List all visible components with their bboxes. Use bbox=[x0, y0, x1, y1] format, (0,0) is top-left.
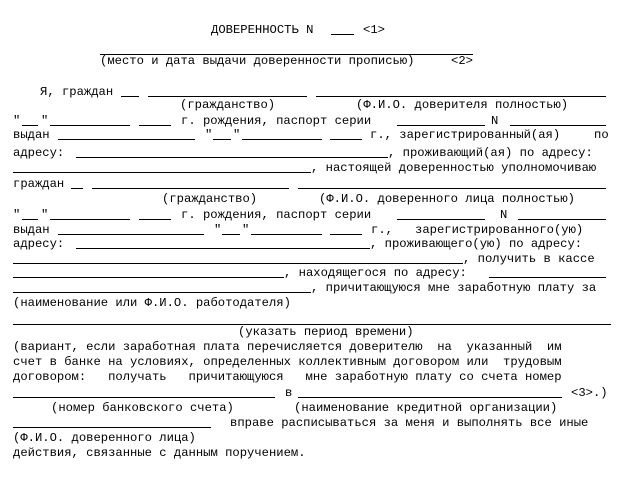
attorney-fio-field[interactable] bbox=[298, 188, 606, 189]
footnote-ref: <2> bbox=[451, 54, 473, 68]
issue-year-field[interactable] bbox=[330, 139, 362, 140]
grantor-birth-line bbox=[0, 114, 620, 128]
issue-month-field[interactable] bbox=[242, 139, 322, 140]
attorney-intro: граждан bbox=[13, 177, 65, 191]
citizenship-caption: (гражданство) bbox=[180, 98, 276, 112]
located-line bbox=[0, 266, 620, 280]
attorney-citizenship-field[interactable] bbox=[92, 188, 289, 189]
registered-label: г., bbox=[371, 223, 393, 237]
period-caption-line bbox=[0, 325, 620, 339]
passport-number-field[interactable] bbox=[510, 125, 606, 126]
birth-day-field[interactable] bbox=[22, 219, 38, 220]
birth-day-field[interactable] bbox=[22, 125, 38, 126]
attorney-fio-caption: (Ф.И.О. доверенного лица полностью) bbox=[319, 192, 575, 206]
grantor-address-line bbox=[0, 146, 620, 160]
passport-no-label: N bbox=[491, 114, 499, 128]
attorney-line bbox=[0, 177, 620, 191]
variant-text: договором: получать причитающуюся мне заработную плату со счета номер bbox=[13, 370, 562, 384]
empower-text: , настоящей доверенностью уполномочиваю bbox=[311, 161, 597, 175]
sign-rights-text: вправе расписываться за меня и выполнять все иные bbox=[230, 416, 589, 430]
quote: " bbox=[205, 128, 213, 142]
issue-year-field[interactable] bbox=[330, 234, 362, 235]
grantor-issued-line bbox=[0, 128, 620, 142]
grantor-citizenship-field[interactable] bbox=[148, 96, 307, 97]
receive-cash-line bbox=[0, 252, 620, 266]
passport-number-field[interactable] bbox=[518, 219, 606, 220]
quote: " bbox=[242, 223, 250, 237]
issued-label: выдан bbox=[13, 223, 50, 237]
quote: " bbox=[13, 114, 21, 128]
registered-label: г., зарегистрированный(ая) bbox=[370, 128, 561, 142]
receive-cash-text: , получить в кассе bbox=[463, 252, 595, 266]
attorney-caption: (Ф.И.О. доверенного лица) bbox=[13, 431, 196, 445]
attorney-name-field[interactable] bbox=[13, 427, 211, 428]
employer-caption: (наименование или Ф.И.О. работодателя) bbox=[13, 296, 291, 310]
birth-year-field[interactable] bbox=[139, 219, 171, 220]
grantor-line bbox=[0, 85, 620, 99]
quote: " bbox=[214, 223, 222, 237]
bank-name-field[interactable] bbox=[298, 397, 562, 398]
account-line bbox=[0, 386, 620, 400]
grantor-intro: Я, граждан bbox=[40, 85, 114, 99]
attorney-issued-line bbox=[0, 223, 620, 237]
grantor-fio-field[interactable] bbox=[316, 96, 606, 97]
attorney-caption-line bbox=[0, 192, 620, 206]
grantor-caption-line bbox=[0, 98, 620, 112]
issue-month-field[interactable] bbox=[251, 234, 322, 235]
quote: " bbox=[13, 208, 21, 222]
issue-day-field[interactable] bbox=[222, 234, 240, 235]
grantor-reg-address-field[interactable] bbox=[76, 157, 388, 158]
variant-text: (вариант, если заработная плата перечисляется доверителю на указанный им bbox=[13, 340, 562, 354]
issue-day-field[interactable] bbox=[213, 139, 231, 140]
in-label: в bbox=[285, 386, 293, 400]
place-date-caption: (место и дата выдачи доверенности прописью) bbox=[100, 54, 415, 68]
cashier-address-field[interactable] bbox=[489, 277, 606, 278]
address-label: адресу: bbox=[13, 146, 65, 160]
attorney-birth-line bbox=[0, 208, 620, 222]
period-caption: (указать период времени) bbox=[238, 325, 414, 339]
cashier-field[interactable] bbox=[13, 277, 284, 278]
passport-no-label: N bbox=[500, 208, 508, 222]
grantor-suffix-field[interactable] bbox=[121, 96, 139, 97]
document-number-field[interactable] bbox=[331, 34, 354, 35]
issued-by-field[interactable] bbox=[58, 234, 204, 235]
quote: " bbox=[233, 128, 241, 142]
attorney-living-address-field[interactable] bbox=[13, 263, 463, 264]
sign-rights-line bbox=[0, 416, 620, 430]
title-line bbox=[0, 23, 620, 37]
account-caption: (номер банковского счета) bbox=[51, 401, 234, 415]
attorney-address-line bbox=[0, 237, 620, 251]
located-text: , находящегося по адресу: bbox=[284, 266, 467, 280]
grantor-living-address-field[interactable] bbox=[13, 172, 311, 173]
quote: " bbox=[41, 114, 49, 128]
salary-text: , причитающуюся мне заработную плату за bbox=[311, 281, 597, 295]
variant-line-1 bbox=[0, 340, 620, 354]
birth-month-field[interactable] bbox=[50, 219, 130, 220]
place-date-caption-line bbox=[0, 54, 620, 68]
attorney-reg-address-field[interactable] bbox=[76, 248, 370, 249]
final-line bbox=[0, 446, 620, 460]
salary-line bbox=[0, 281, 620, 295]
final-text: действия, связанные с данным поручением. bbox=[13, 446, 306, 460]
issued-by-field[interactable] bbox=[58, 139, 195, 140]
variant-text: счет в банке на условиях, определенных коллективным договором или трудовым bbox=[13, 355, 562, 369]
bank-caption: (наименование кредитной организации) bbox=[294, 401, 558, 415]
attorney-caption-line bbox=[0, 431, 620, 445]
birth-passport-label: г. рождения, паспорт серии bbox=[181, 208, 372, 222]
employer-caption-line bbox=[0, 296, 620, 310]
account-number-field[interactable] bbox=[13, 397, 275, 398]
quote: " bbox=[41, 208, 49, 222]
variant-line-3 bbox=[0, 370, 620, 384]
issued-label: выдан bbox=[13, 128, 50, 142]
living-label: , проживающий(ая) по адресу: bbox=[388, 146, 593, 160]
variant-line-2 bbox=[0, 355, 620, 369]
registered-label: зарегистрированного(ую) bbox=[415, 223, 584, 237]
living-label: , проживающего(ую) по адресу: bbox=[370, 237, 583, 251]
grantor-fio-caption: (Ф.И.О. доверителя полностью) bbox=[356, 98, 569, 112]
cashier-address-field-2[interactable] bbox=[13, 292, 311, 293]
footnote-ref: <1> bbox=[363, 23, 385, 37]
passport-series-field[interactable] bbox=[397, 219, 485, 220]
account-caption-line bbox=[0, 401, 620, 415]
address-label: адресу: bbox=[13, 237, 65, 251]
attorney-suffix-field[interactable] bbox=[71, 188, 83, 189]
passport-series-field[interactable] bbox=[397, 125, 485, 126]
grantor-living-line bbox=[0, 161, 620, 175]
citizenship-caption: (гражданство) bbox=[162, 192, 258, 206]
po-label: по bbox=[594, 128, 609, 142]
document-title: ДОВЕРЕННОСТЬ N bbox=[211, 23, 314, 37]
birth-year-field[interactable] bbox=[139, 125, 171, 126]
footnote-ref: <3>.) bbox=[571, 386, 608, 400]
birth-passport-label: г. рождения, паспорт серии bbox=[181, 114, 372, 128]
birth-month-field[interactable] bbox=[50, 125, 130, 126]
